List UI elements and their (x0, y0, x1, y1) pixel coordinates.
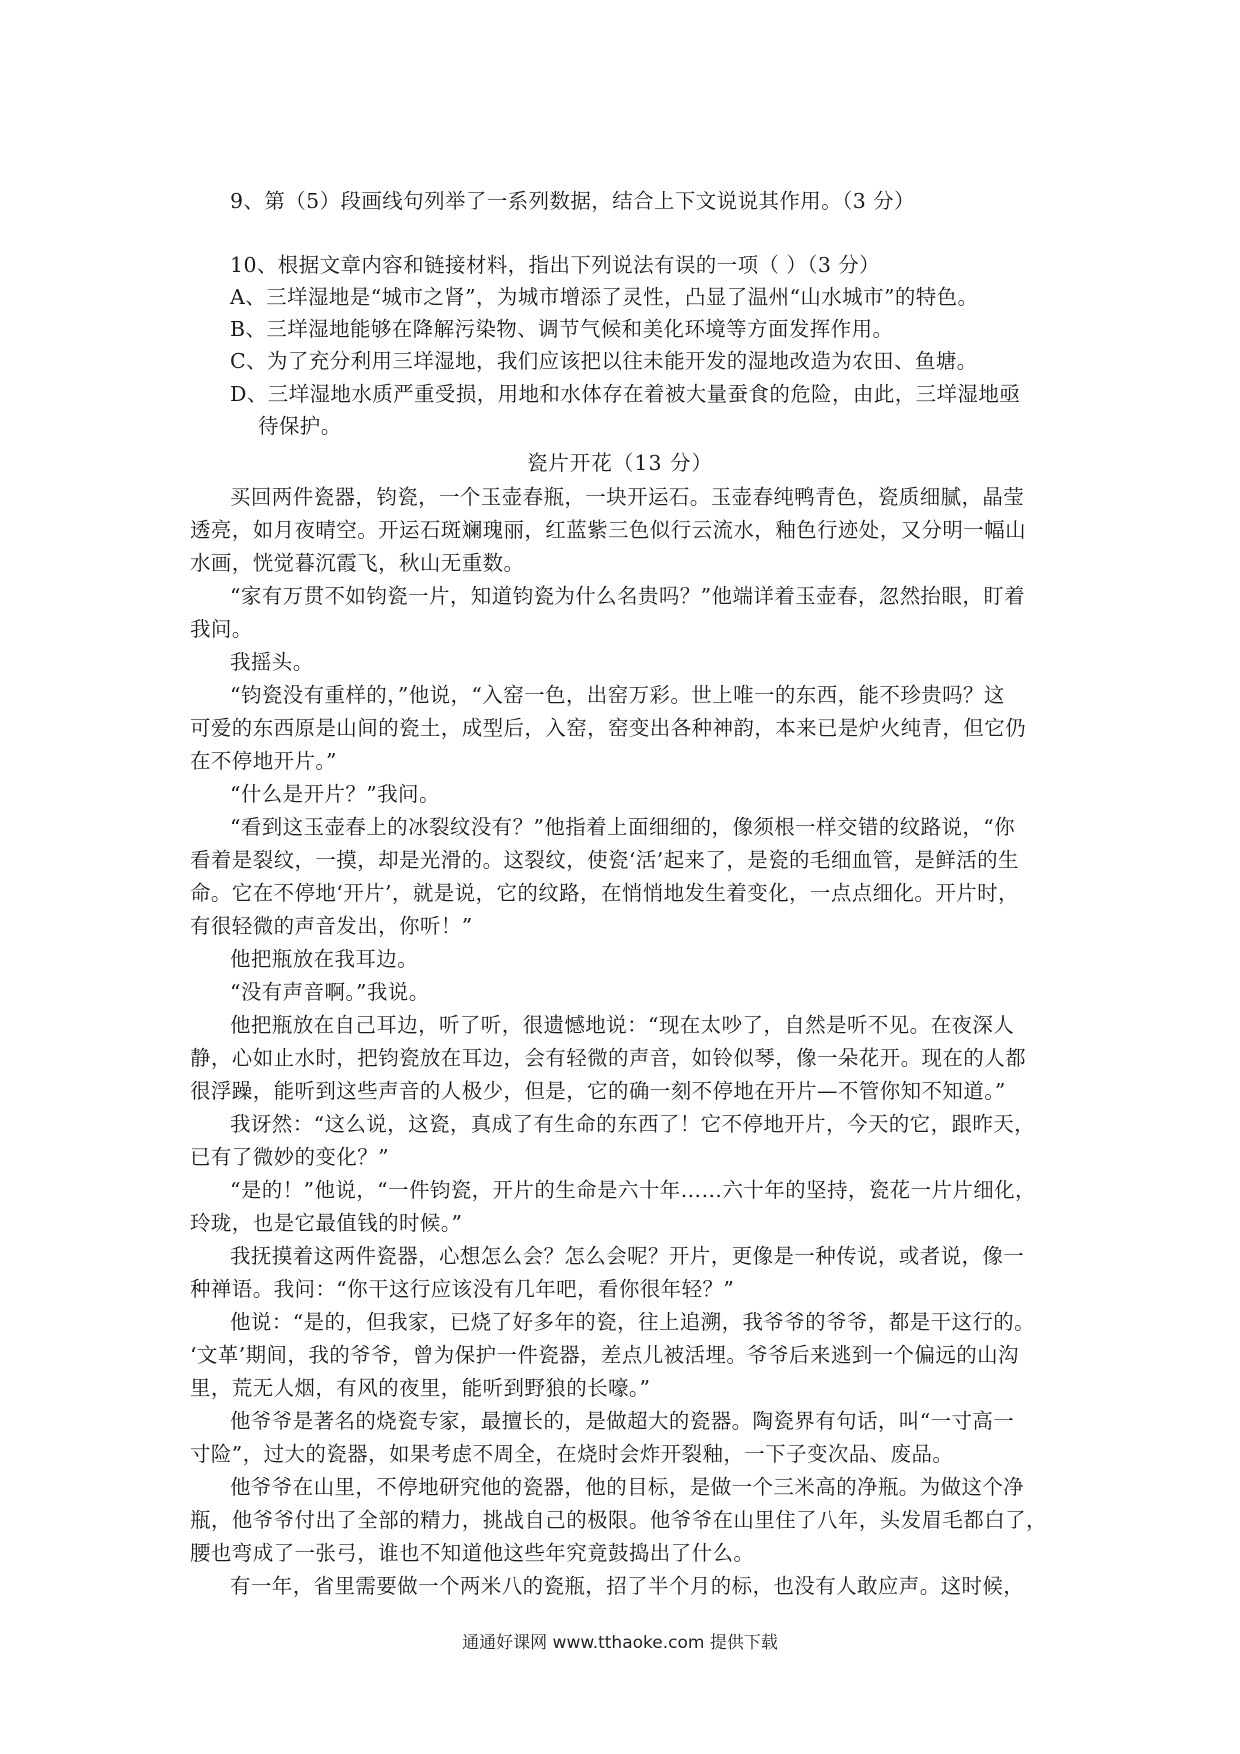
article-line: 在不停地开片。” (190, 749, 337, 773)
article-line: 里，荒无人烟，有风的夜里，能听到野狼的长嚎。” (190, 1376, 651, 1400)
article-line: “什么是开片？”我问。 (230, 782, 440, 806)
question-10-option-b: B、三垟湿地能够在降解污染物、调节气候和美化环境等方面发挥作用。 (230, 317, 894, 341)
article-line: 他把瓶放在自己耳边，听了听，很遗憾地说：“现在太吵了，自然是听不见。在夜深人 (230, 1013, 1015, 1037)
question-9: 9、第（5）段画线句列举了一系列数据，结合上下文说说其作用。（3 分） (230, 189, 915, 213)
article-line: 我问。 (190, 617, 253, 641)
article-title: 瓷片开花（13 分） (526, 451, 714, 475)
article-line: 玲珑，也是它最值钱的时候。” (190, 1211, 463, 1235)
article-line: 他爷爷是著名的烧瓷专家，最擅长的，是做超大的瓷器。陶瓷界有句话，叫“一寸高一 (230, 1409, 1015, 1433)
article-line: 静，心如止水时，把钧瓷放在耳边，会有轻微的声音，如铃似琴，像一朵花开。现在的人都 (190, 1046, 1026, 1070)
article-line: 他说：“是的，但我家，已烧了好多年的瓷，往上追溯，我爷爷的爷爷，都是干这行的。 (230, 1310, 1036, 1334)
article-line: 寸险”，过大的瓷器，如果考虑不周全，在烧时会炸开裂釉，一下子变次品、废品。 (190, 1442, 954, 1466)
article-line: 我抚摸着这两件瓷器，心想怎么会？怎么会呢？开片，更像是一种传说，或者说，像一 (230, 1244, 1025, 1268)
question-10-stem: 10、根据文章内容和链接材料，指出下列说法有误的一项（ ）（3 分） (230, 253, 881, 277)
question-10-option-a: A、三垟湿地是“城市之肾”，为城市增添了灵性，凸显了温州“山水城市”的特色。 (230, 285, 979, 309)
article-line: 看着是裂纹，一摸，却是光滑的。这裂纹，使瓷‘活’起来了，是瓷的毛细血管，是鲜活的生 (190, 848, 1019, 872)
article-line: 买回两件瓷器，钧瓷，一个玉壶春瓶，一块开运石。玉壶春纯鸭青色，瓷质细腻，晶莹 (230, 485, 1025, 509)
article-line: 他把瓶放在我耳边。 (230, 947, 419, 971)
article-line: 透亮，如月夜晴空。开运石斑斓瑰丽，红蓝紫三色似行云流水，釉色行迹处，又分明一幅山 (190, 518, 1026, 542)
article-line: “是的！”他说，“一件钧瓷，开片的生命是六十年……六十年的坚持，瓷花一片片细化， (230, 1178, 1036, 1202)
question-10-option-d: D、三垟湿地水质严重受损，用地和水体存在着被大量蚕食的危险，由此，三垟湿地亟 (230, 382, 1021, 406)
article-line: 他爷爷在山里，不停地研究他的瓷器，他的目标，是做一个三米高的净瓶。为做这个净 (230, 1475, 1025, 1499)
article-line: 种禅语。我问：“你干这行应该没有几年吧，看你很年轻？” (190, 1277, 735, 1301)
article-line: 很浮躁，能听到这些声音的人极少，但是，它的确一刻不停地在开片—不管你知不知道。” (190, 1079, 1006, 1103)
article-line: 腰也弯成了一张弓，谁也不知道他这些年究竟鼓捣出了什么。 (190, 1541, 755, 1565)
question-10-option-c: C、为了充分利用三垟湿地，我们应该把以往未能开发的湿地改造为农田、鱼塘。 (230, 349, 978, 373)
article-line: 瓶，他爷爷付出了全部的精力，挑战自己的极限。他爷爷在山里住了八年，头发眉毛都白了， (190, 1508, 1047, 1532)
article-line: “没有声音啊。”我说。 (230, 980, 430, 1004)
page-footer: 通通好课网 www.tthaoke.com 提供下载 (462, 1633, 778, 1653)
article-line: “钧瓷没有重样的，”他说，“入窑一色，出窑万彩。世上唯一的东西，能不珍贵吗？这 (230, 683, 1005, 707)
question-10-option-d-cont: 待保护。 (258, 414, 342, 438)
article-line: 可爱的东西原是山间的瓷土，成型后，入窑，窑变出各种神韵，本来已是炉火纯青，但它仍 (190, 716, 1026, 740)
article-line: 我讶然：“这么说，这瓷，真成了有生命的东西了！它不停地开片，今天的它，跟昨天， (230, 1112, 1036, 1136)
article-line: “看到这玉壶春上的冰裂纹没有？”他指着上面细细的，像须根一样交错的纹路说，“你 (230, 815, 1016, 839)
article-line: ‘文革’期间，我的爷爷，曾为保护一件瓷器，差点儿被活埋。爷爷后来逃到一个偏远的山沟 (190, 1343, 1019, 1367)
article-line: 有很轻微的声音发出，你听！” (190, 914, 473, 938)
article-line: 有一年，省里需要做一个两米八的瓷瓶，招了半个月的标，也没有人敢应声。这时候， (230, 1574, 1025, 1598)
article-line: 我摇头。 (230, 650, 314, 674)
article-line: “家有万贯不如钧瓷一片，知道钧瓷为什么名贵吗？”他端详着玉壶春，忽然抬眼，盯着 (230, 584, 1026, 608)
article-line: 命。它在不停地‘开片’，就是说，它的纹路，在悄悄地发生着变化，一点点细化。开片时， (190, 881, 1019, 905)
article-line: 已有了微妙的变化？” (190, 1145, 389, 1169)
article-line: 水画，恍觉暮沉霞飞，秋山无重数。 (190, 551, 525, 575)
